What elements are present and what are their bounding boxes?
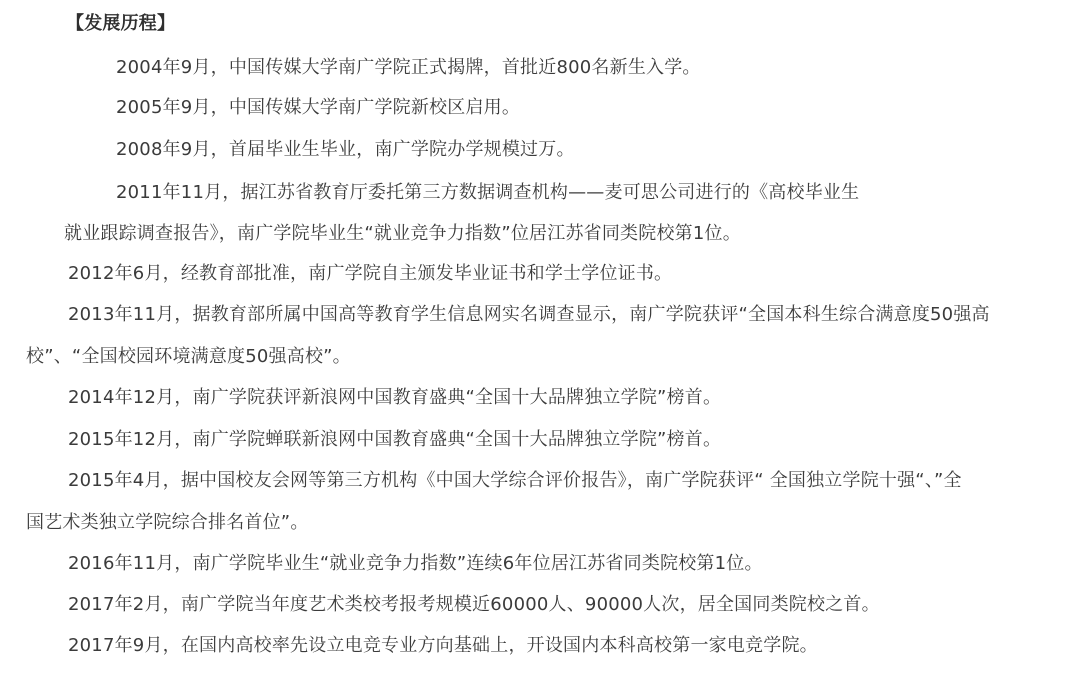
- history-line: 2008年9月，首届毕业生毕业，南广学院办学规模过万。: [116, 139, 575, 160]
- history-line: 2004年9月，中国传媒大学南广学院正式揭牌，首批近800名新生入学。: [116, 57, 701, 78]
- history-line-continuation: 就业跟踪调查报告》，南广学院毕业生“就业竞争力指数”位居江苏省同类院校第1位。: [64, 223, 741, 244]
- history-line: 2011年11月，据江苏省教育厅委托第三方数据调查机构——麦可思公司进行的《高校毕业生: [116, 182, 860, 203]
- history-line: 2017年9月，在国内高校率先设立电竞专业方向基础上，开设国内本科高校第一家电竞学院。: [68, 635, 818, 656]
- history-line: 2014年12月，南广学院获评新浪网中国教育盛典“全国十大品牌独立学院”榜首。: [68, 387, 722, 408]
- history-line-continuation: 校”、“全国校园环境满意度50强高校”。: [26, 346, 351, 367]
- history-line: 2015年4月，据中国校友会网等第三方机构《中国大学综合评价报告》，南广学院获评“ 全国独立学院十强“、”全: [68, 470, 962, 491]
- history-line: 2016年11月，南广学院毕业生“就业竞争力指数”连续6年位居江苏省同类院校第1位。: [68, 553, 763, 574]
- history-line: 2015年12月，南广学院蝉联新浪网中国教育盛典“全国十大品牌独立学院”榜首。: [68, 429, 722, 450]
- history-line: 2013年11月，据教育部所属中国高等教育学生信息网实名调查显示，南广学院获评“全国本科生综合满意度50强高: [68, 304, 990, 325]
- history-line: 2017年2月，南广学院当年度艺术类校考报考规模近60000人、90000人次，居全国同类院校之首。: [68, 594, 880, 615]
- history-line: 2005年9月，中国传媒大学南广学院新校区启用。: [116, 97, 521, 118]
- section-title: 【发展历程】: [66, 13, 176, 34]
- history-line: 2012年6月，经教育部批准，南广学院自主颁发毕业证书和学士学位证书。: [68, 263, 673, 284]
- history-line-continuation: 国艺术类独立学院综合排名首位”。: [26, 512, 309, 533]
